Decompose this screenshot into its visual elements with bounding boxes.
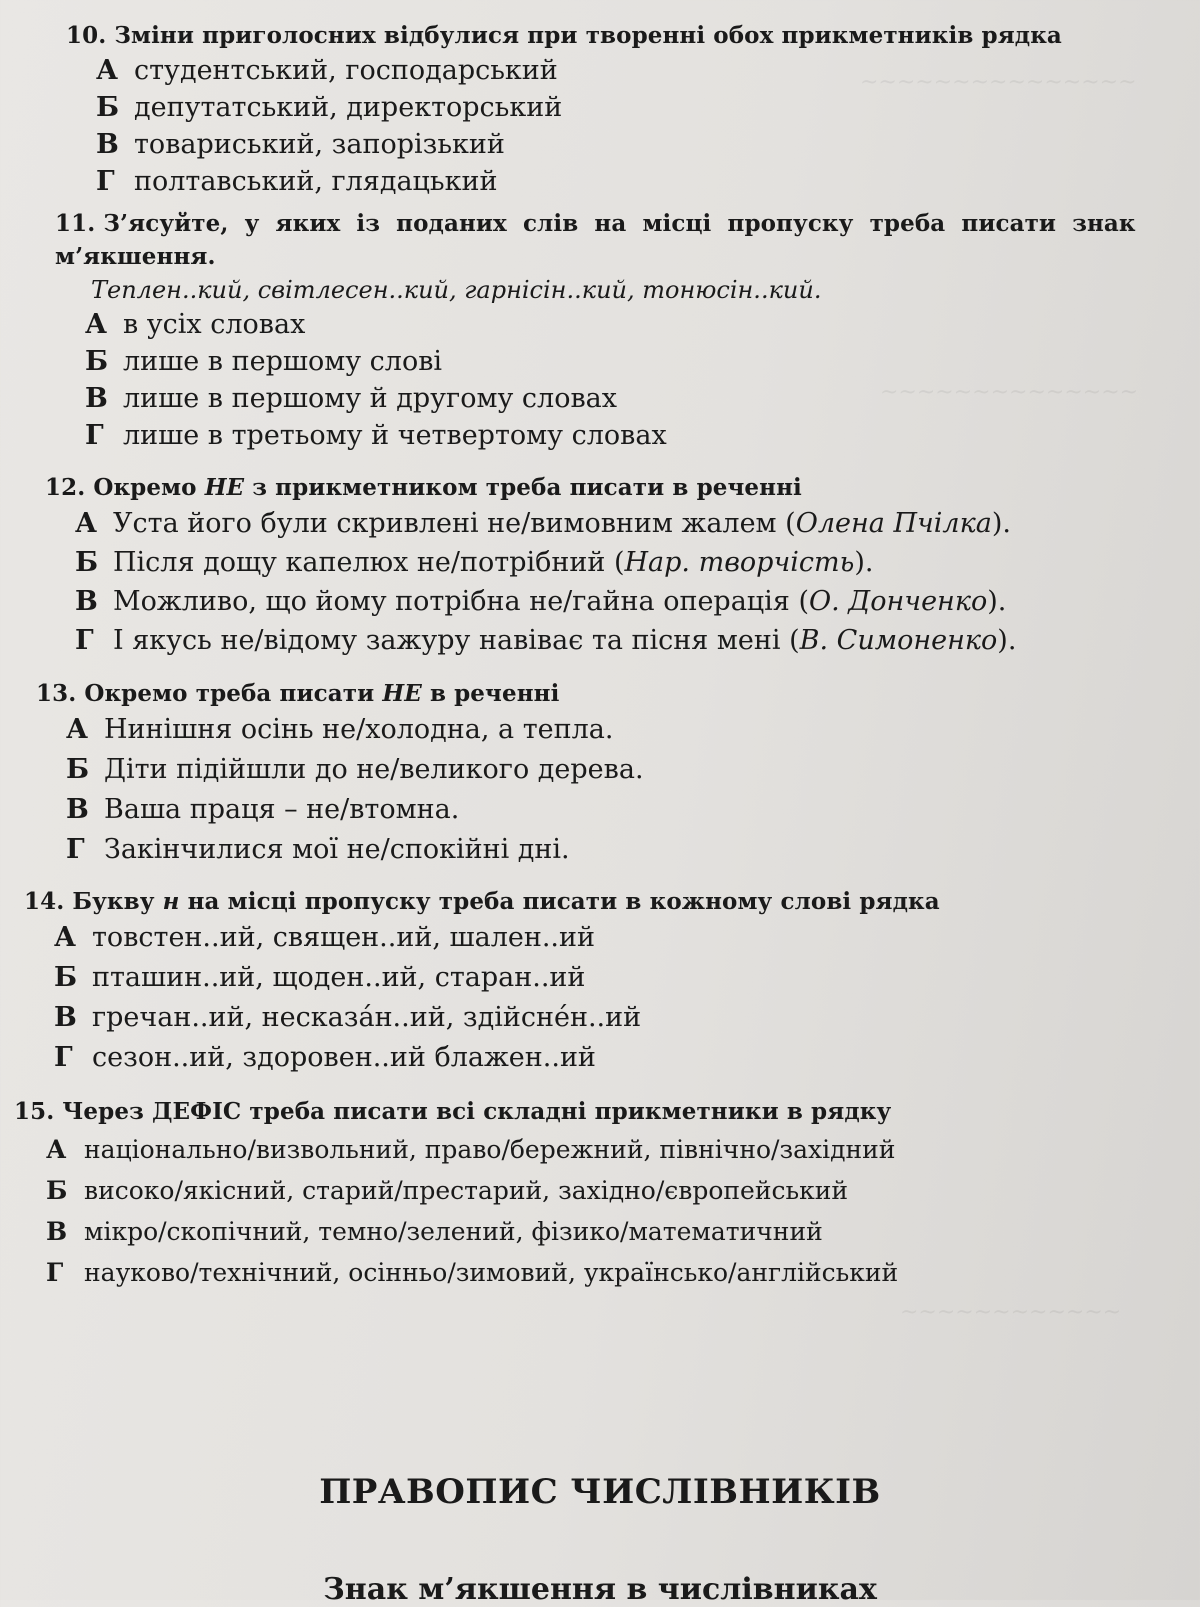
- question-12: [45, 474, 1016, 660]
- question-14-option-d: Г сезон..ий, здоровен..ий блажен..ий: [54, 1042, 596, 1073]
- question-15-option-b: Б високо/якісний, старий/престарий, західно/європейський: [46, 1176, 849, 1205]
- question-10-option-a: А студентський, господарський: [96, 55, 558, 86]
- question-14-option-b: Б пташин..ий, щоден..ий, старан..ий: [54, 962, 586, 993]
- question-11-option-b: Б лише в першому слові: [85, 346, 443, 377]
- question-12-option-c: В Можливо, що йому потрібна не/гайна операція (О. Донченко).: [75, 586, 1007, 617]
- question-11: [55, 210, 1139, 454]
- question-10-option-b: Б депутатський, директорський: [96, 92, 563, 123]
- question-15-title: 15. Через ДЕФІС треба писати всі складні прикметники в рядку: [14, 1098, 892, 1125]
- bleed-through-text: ~~~~~~~~~~~~~~: [880, 380, 1139, 405]
- question-12-title: 12. Окремо НЕ з прикметником треба писати в реченні: [45, 474, 802, 501]
- bleed-through-text: ~~~~~~~~~~~~~~~: [860, 70, 1137, 95]
- question-14-option-c: В гречан..ий, несказа́н..ий, здійсне́н..ий: [54, 1002, 642, 1033]
- question-14: [24, 888, 940, 1078]
- question-10: [66, 22, 1062, 200]
- question-11-option-a: А в усіх словах: [85, 309, 306, 340]
- section-title: ПРАВОПИС ЧИСЛІВНИКІВ: [319, 1472, 881, 1512]
- question-12-option-d: Г І якусь не/відому зажуру навіває та пісня мені (В. Симоненко).: [75, 625, 1017, 656]
- question-15-option-c: В мікро/скопічний, темно/зелений, фізико/математичний: [46, 1217, 823, 1246]
- question-11-option-c: В лише в першому й другому словах: [85, 383, 617, 414]
- question-14-option-a: А товстен..ий, священ..ий, шален..ий: [54, 922, 595, 953]
- question-13: [36, 680, 644, 870]
- question-13-option-a: А Нинішня осінь не/холодна, а тепла.: [66, 714, 614, 745]
- question-15-option-a: А національно/визвольний, право/бережний, північно/західний: [46, 1135, 896, 1164]
- question-10-option-d: Г полтавський, глядацький: [96, 166, 498, 197]
- question-11-words: Теплен..кий, світлесен..кий, гарнісін..кий, тонюсін..кий.: [91, 276, 822, 304]
- question-12-option-a: А Уста його були скривлені не/вимовним жалем (Олена Пчілка).: [75, 508, 1011, 539]
- question-13-option-b: Б Діти підійшли до не/великого дерева.: [66, 754, 644, 785]
- question-11-title: 11. З’ясуйте, у яких із поданих слів на місці пропуску треба писати знак: [55, 210, 1136, 237]
- question-13-option-d: Г Закінчилися мої не/спокійні дні.: [66, 834, 570, 865]
- question-15-option-d: Г науково/технічний, осінньо/зимовий, українсько/англійський: [46, 1258, 899, 1287]
- question-12-option-b: Б Після дощу капелюх не/потрібний (Нар. творчість).: [75, 547, 874, 578]
- question-13-title: 13. Окремо треба писати НЕ в реченні: [36, 680, 560, 707]
- question-15: [14, 1098, 898, 1293]
- question-11-title-line2: м’якшення.: [55, 243, 216, 270]
- bleed-through-text: ~~~~~~~~~~~~: [900, 1300, 1122, 1325]
- question-10-option-c: В товариський, запорізький: [96, 129, 505, 160]
- question-13-option-c: В Ваша праця – не/втомна.: [66, 794, 460, 825]
- section-subtitle: Знак м’якшення в числівниках: [323, 1572, 877, 1607]
- question-14-title: 14. Букву н на місці пропуску треба писати в кожному слові рядка: [24, 888, 940, 915]
- question-10-title: 10. Зміни приголосних відбулися при творенні обох прикметників рядка: [66, 22, 1062, 49]
- question-11-option-d: Г лише в третьому й четвертому словах: [85, 420, 667, 451]
